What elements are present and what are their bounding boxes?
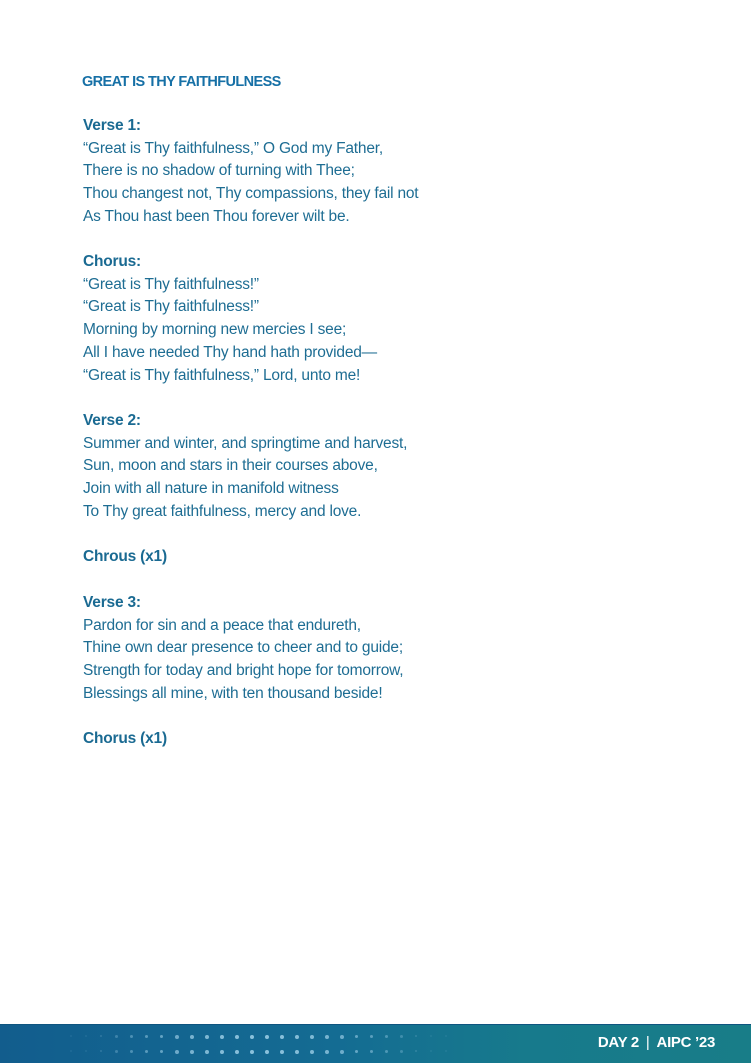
chorus: [83, 251, 377, 387]
lyric-line: Thine own dear presence to cheer and to guide;: [83, 639, 403, 657]
lyric-line: Morning by morning new mercies I see;: [83, 321, 347, 339]
verse-2: [83, 410, 407, 524]
section-heading: Verse 1:: [83, 117, 141, 134]
section-heading: Chorus:: [83, 253, 142, 270]
dot-icon: [160, 1050, 163, 1053]
dot-icon: [265, 1035, 269, 1039]
dot-icon: [295, 1035, 299, 1039]
dot-icon: [70, 1050, 72, 1052]
dot-icon: [85, 1050, 87, 1052]
section-heading: Chrous (x1): [83, 548, 167, 565]
dot-icon: [340, 1035, 344, 1039]
section-heading: Verse 3:: [83, 594, 141, 611]
dot-pattern-decoration: [70, 1025, 470, 1063]
footer-event: AIPC ’23: [656, 1034, 715, 1051]
lyric-line: Thou changest not, Thy compassions, they fail not: [83, 185, 419, 203]
dot-icon: [250, 1035, 254, 1039]
dot-icon: [235, 1035, 239, 1039]
chorus-repeat-2: [83, 728, 167, 751]
dot-icon: [160, 1035, 163, 1038]
lyric-line: As Thou hast been Thou forever wilt be.: [83, 207, 350, 225]
dot-row: [70, 1035, 470, 1039]
dot-icon: [400, 1050, 403, 1053]
dot-icon: [130, 1035, 133, 1038]
page-footer: [0, 1024, 751, 1063]
footer-day: DAY 2: [597, 1034, 639, 1051]
dot-icon: [220, 1035, 224, 1039]
lyric-line: Summer and winter, and springtime and harvest,: [83, 434, 408, 452]
dot-icon: [280, 1035, 284, 1039]
dot-icon: [340, 1050, 344, 1054]
dot-icon: [100, 1050, 102, 1052]
lyric-line: “Great is Thy faithfulness!”: [83, 275, 259, 293]
dot-icon: [235, 1050, 239, 1054]
dot-icon: [190, 1035, 194, 1039]
dot-icon: [370, 1035, 373, 1038]
dot-icon: [310, 1035, 314, 1039]
dot-icon: [100, 1035, 102, 1037]
dot-icon: [385, 1050, 388, 1053]
dot-row: [70, 1050, 470, 1054]
dot-icon: [355, 1035, 358, 1038]
dot-icon: [175, 1035, 179, 1039]
verse-3: [83, 592, 403, 706]
dot-icon: [445, 1035, 447, 1037]
dot-icon: [250, 1050, 254, 1054]
lyric-line: Blessings all mine, with ten thousand beside!: [83, 684, 383, 702]
lyric-line: Strength for today and bright hope for tomorrow,: [83, 662, 404, 680]
dot-icon: [175, 1050, 179, 1054]
lyric-line: To Thy great faithfulness, mercy and love.: [83, 502, 362, 520]
lyric-line: “Great is Thy faithfulness!”: [83, 298, 259, 316]
section-heading: Verse 2:: [83, 412, 141, 429]
verse-1: [83, 115, 418, 229]
section-heading: Chorus (x1): [83, 730, 167, 747]
dot-icon: [205, 1035, 209, 1039]
footer-separator: |: [645, 1034, 650, 1051]
dot-icon: [115, 1035, 118, 1038]
dot-icon: [85, 1035, 87, 1037]
dot-icon: [115, 1050, 118, 1053]
dot-icon: [145, 1050, 148, 1053]
dot-icon: [190, 1050, 194, 1054]
dot-icon: [415, 1050, 417, 1052]
dot-icon: [145, 1035, 148, 1038]
dot-icon: [355, 1050, 358, 1053]
footer-label: [598, 1034, 715, 1051]
lyric-line: Pardon for sin and a peace that endureth,: [83, 616, 361, 634]
dot-icon: [265, 1050, 269, 1054]
dot-icon: [445, 1050, 447, 1052]
dot-icon: [310, 1050, 314, 1054]
lyric-line: “Great is Thy faithfulness,” Lord, unto me!: [83, 366, 361, 384]
dot-icon: [415, 1035, 417, 1037]
chorus-repeat-1: [83, 546, 167, 569]
dot-icon: [295, 1050, 299, 1054]
lyric-line: There is no shadow of turning with Thee;: [83, 162, 355, 180]
lyric-line: Join with all nature in manifold witness: [83, 480, 339, 498]
dot-icon: [325, 1050, 329, 1054]
dot-icon: [220, 1050, 224, 1054]
dot-icon: [385, 1035, 388, 1038]
lyric-line: All I have needed Thy hand hath provided—: [83, 343, 377, 361]
lyric-line: “Great is Thy faithfulness,” O God my Father,: [83, 139, 383, 157]
lyric-line: Sun, moon and stars in their courses above,: [83, 457, 378, 475]
dot-icon: [70, 1035, 72, 1037]
dot-icon: [280, 1050, 284, 1054]
song-title: GREAT IS THY FAITHFULNESS: [82, 74, 281, 90]
dot-icon: [130, 1050, 133, 1053]
dot-icon: [430, 1050, 432, 1052]
dot-icon: [430, 1035, 432, 1037]
dot-icon: [400, 1035, 403, 1038]
dot-icon: [325, 1035, 329, 1039]
dot-icon: [370, 1050, 373, 1053]
dot-icon: [205, 1050, 209, 1054]
